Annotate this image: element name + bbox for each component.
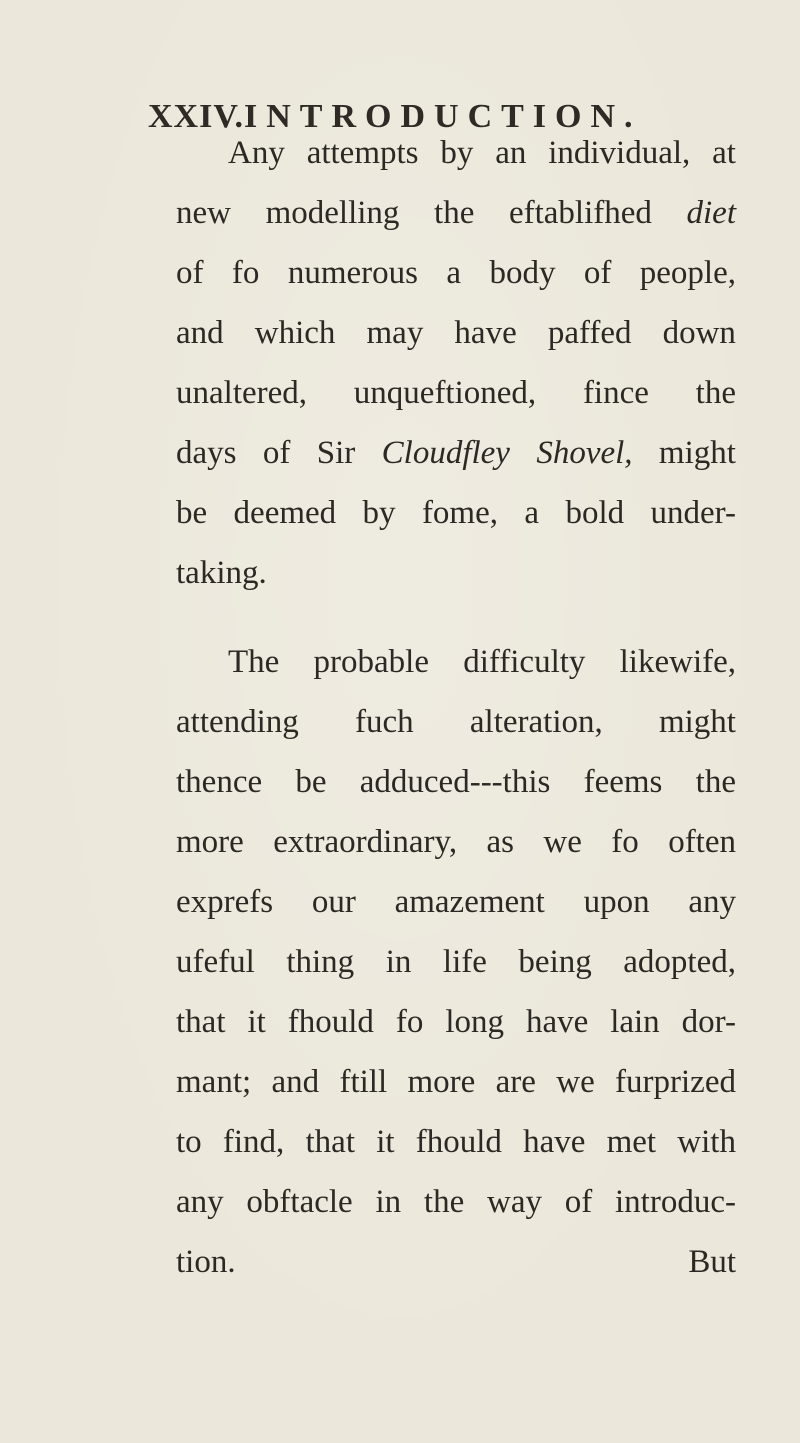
text-line	[176, 1052, 736, 1112]
word: unaltered,	[176, 375, 308, 411]
text-line	[176, 992, 736, 1052]
word: Any	[228, 135, 285, 171]
text-line	[176, 543, 736, 603]
word: more	[176, 824, 244, 860]
word: of	[176, 255, 204, 291]
word: be	[176, 495, 208, 531]
word: our	[311, 884, 356, 920]
word: an	[495, 135, 527, 171]
word: ufeful	[176, 944, 255, 980]
word: might	[658, 704, 736, 740]
word: exprefs	[176, 884, 274, 920]
word: by	[362, 495, 396, 531]
word: upon	[583, 884, 650, 920]
running-title: INTRODUCTION.	[244, 98, 642, 135]
word: taking.	[176, 555, 267, 591]
word: Sir	[316, 435, 356, 471]
text-line	[176, 1232, 736, 1292]
text-line	[176, 183, 736, 243]
word: that	[305, 1124, 355, 1160]
word: difficulty	[463, 644, 586, 680]
word-italic: Shovel,	[536, 435, 633, 471]
text-line	[176, 1172, 736, 1232]
word: unqueftioned,	[353, 375, 537, 411]
word: and	[176, 315, 224, 351]
word: we	[543, 824, 582, 860]
word: it	[376, 1124, 395, 1160]
word: fo	[231, 255, 260, 291]
word: individual,	[548, 135, 691, 171]
word: days	[176, 435, 237, 471]
text-line	[176, 812, 736, 872]
word: thing	[286, 944, 355, 980]
word: fhould	[415, 1124, 502, 1160]
word: probable	[313, 644, 429, 680]
word: feems	[583, 764, 663, 800]
text-line	[176, 423, 736, 483]
word: more	[407, 1064, 476, 1100]
word: fhould	[287, 1004, 374, 1040]
word: life	[442, 944, 487, 980]
word: have	[454, 315, 517, 351]
word: which	[254, 315, 336, 351]
word: modelling	[265, 195, 400, 231]
word: the	[695, 764, 736, 800]
catchword: But	[688, 1244, 736, 1280]
word: of	[583, 255, 612, 291]
word: may	[366, 315, 424, 351]
word: being	[518, 944, 592, 980]
word: likewife,	[619, 644, 736, 680]
word: deemed	[233, 495, 337, 531]
text-line	[176, 483, 736, 543]
word: way	[487, 1184, 542, 1220]
word-italic: Cloudfley	[381, 435, 510, 471]
word: adduced---this	[359, 764, 551, 800]
word: at	[712, 135, 736, 171]
text-line	[176, 123, 736, 183]
word: that	[176, 1004, 226, 1040]
text-line	[176, 752, 736, 812]
word: fome,	[421, 495, 498, 531]
word: are	[495, 1064, 536, 1100]
word: The	[228, 644, 280, 680]
word: fuch	[355, 704, 414, 740]
word: body	[489, 255, 556, 291]
word: by	[440, 135, 474, 171]
word: lain	[610, 1004, 660, 1040]
word: a	[446, 255, 462, 291]
text-line	[176, 363, 736, 423]
text-line	[176, 872, 736, 932]
word: under-	[650, 495, 736, 531]
word: fince	[582, 375, 649, 411]
word: with	[677, 1124, 736, 1160]
word: any	[688, 884, 736, 920]
paragraph-2	[176, 632, 736, 1292]
word: people,	[639, 255, 736, 291]
word: the	[695, 375, 736, 411]
word: attending	[176, 704, 299, 740]
word: amazement	[394, 884, 545, 920]
word: we	[556, 1064, 595, 1100]
word: as	[486, 824, 514, 860]
word: paffed	[547, 315, 632, 351]
word: attempts	[306, 135, 419, 171]
word: furprized	[615, 1064, 736, 1100]
text-line	[176, 1112, 736, 1172]
word: have	[525, 1004, 589, 1040]
word: of	[262, 435, 291, 471]
word: down	[662, 315, 736, 351]
word: the	[423, 1184, 465, 1220]
word: new	[176, 195, 231, 231]
text-line	[176, 303, 736, 363]
word: often	[668, 824, 736, 860]
word: alteration,	[469, 704, 603, 740]
word: bold	[565, 495, 625, 531]
word: and	[271, 1064, 320, 1100]
word: fo	[395, 1004, 424, 1040]
word: fo	[611, 824, 639, 860]
word: to	[176, 1124, 202, 1160]
word: ftill	[339, 1064, 388, 1100]
text-line	[176, 243, 736, 303]
word: find,	[222, 1124, 285, 1160]
word: mant;	[176, 1064, 252, 1100]
word: in	[375, 1184, 402, 1220]
word: any	[176, 1184, 224, 1220]
page-number: XXIV.	[148, 98, 245, 135]
word: tion.	[176, 1244, 236, 1280]
word: numerous	[287, 255, 418, 291]
word: eftablifhed	[508, 195, 652, 231]
word: dor-	[681, 1004, 736, 1040]
word: the	[434, 195, 475, 231]
word: obftacle	[246, 1184, 353, 1220]
word: be	[295, 764, 327, 800]
word: of	[564, 1184, 593, 1220]
word: introduc-	[615, 1184, 736, 1220]
text-line	[176, 932, 736, 992]
text-line	[176, 692, 736, 752]
word-italic: diet	[686, 195, 736, 231]
paragraph-1	[176, 123, 736, 603]
word: a	[524, 495, 540, 531]
word: have	[523, 1124, 586, 1160]
word: adopted,	[623, 944, 736, 980]
word: extraordinary,	[273, 824, 458, 860]
word: it	[247, 1004, 266, 1040]
word: thence	[176, 764, 263, 800]
word: might	[658, 435, 736, 471]
word: long	[445, 1004, 504, 1040]
text-line	[176, 632, 736, 692]
word: met	[606, 1124, 657, 1160]
word: in	[385, 944, 412, 980]
